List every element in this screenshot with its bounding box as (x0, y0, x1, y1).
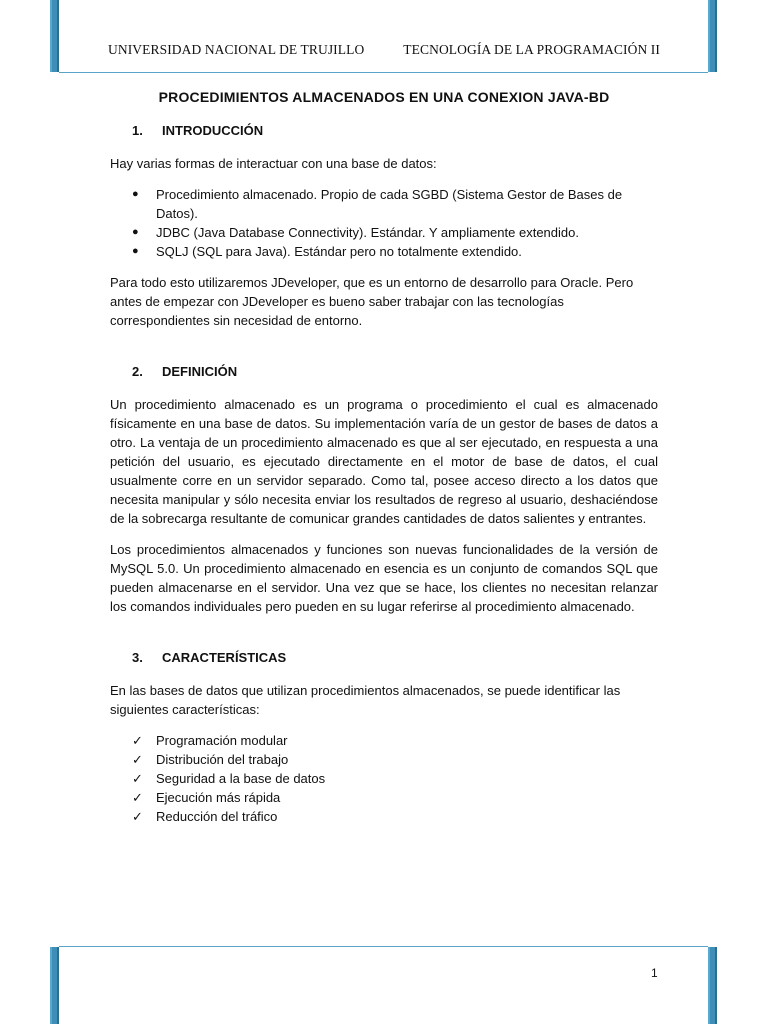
section-heading-caracteristicas (110, 648, 658, 667)
list-item-text: SQLJ (SQL para Java). Estándar pero no totalmente extendido. (156, 244, 522, 259)
section-number: 3. (132, 650, 143, 665)
list-item-text: Programación modular (156, 733, 288, 748)
checklist (110, 731, 658, 826)
checkmark-icon: ✓ (132, 771, 143, 786)
intro-closing-paragraph: Para todo esto utilizaremos JDeveloper, que es un entorno de desarrollo para Oracle. Pero antes de empezar con JDeveloper es bueno saber trabajar con las tecnologías correspondientes sin necesidad de entorno. (110, 275, 634, 328)
checkmark-icon: ✓ (132, 790, 143, 805)
bullet-dot-icon: ● (132, 188, 139, 200)
list-item-text: Distribución del trabajo (156, 752, 289, 767)
bullet-dot-icon: ● (132, 226, 139, 238)
footer-rule (59, 946, 708, 947)
list-item (110, 769, 658, 788)
section-heading-introduccion (110, 121, 658, 140)
list-item (110, 731, 658, 750)
definition-paragraph: Un procedimiento almacenado es un programa o procedimiento el cual es almacenado físicamente en una base de datos. Su implementación varía de un gestor de bases de datos a otro. La ventaja de un procedimiento almacenado es que al ser ejecutado, en respuesta a una petición del usuario, es ejecutado directamente en el motor de base de datos, el cual usualmente corre en un servidor separado. Como tal, posee acceso directo a los datos que necesita manipular y sólo necesita enviar los resultados de regreso al usuario, deshaciéndose de la sobrecarga resultante de comunicar grandes cantidades de datos salientes y entrantes. (110, 397, 658, 526)
right-bottom-accent-bar (708, 947, 717, 1024)
section-number: 2. (132, 364, 143, 379)
definition-paragraph: Los procedimientos almacenados y funciones son nuevas funcionalidades de la versión de MySQL 5.0. Un procedimiento almacenado en esencia es un conjunto de comandos SQL que pueden almacenarse en el servidor. Una vez que se hace, los clientes no necesitan relanzar los comandos individuales pero pueden en su lugar referirse al procedimiento almacenado. (110, 542, 658, 614)
checkmark-icon: ✓ (132, 809, 143, 824)
list-item-text: JDBC (Java Database Connectivity). Estándar. Y ampliamente extendido. (156, 225, 579, 240)
list-item (110, 223, 658, 242)
list-item (110, 185, 658, 223)
list-item-text: Reducción del tráfico (156, 809, 278, 824)
characteristics-intro: En las bases de datos que utilizan procedimientos almacenados, se puede identificar las siguientes características: (110, 683, 621, 717)
list-item (110, 788, 658, 807)
section-title: INTRODUCCIÓN (162, 123, 264, 138)
list-item (110, 807, 658, 826)
right-top-accent-bar (708, 0, 717, 72)
checkmark-icon: ✓ (132, 733, 143, 748)
header-university: UNIVERSIDAD NACIONAL DE TRUJILLO (108, 42, 365, 57)
section-number: 1. (132, 123, 143, 138)
header-course: TECNOLOGÍA DE LA PROGRAMACIÓN II (403, 42, 660, 57)
section-heading-definicion (110, 362, 658, 381)
document-title: PROCEDIMIENTOS ALMACENADOS EN UNA CONEXION JAVA-BD (158, 89, 610, 105)
section-title: DEFINICIÓN (162, 364, 238, 379)
section-title: CARACTERÍSTICAS (162, 650, 287, 665)
list-item-text: Procedimiento almacenado. Propio de cada SGBD (Sistema Gestor de Bases de Datos). (156, 187, 623, 221)
bullet-dot-icon: ● (132, 245, 139, 257)
checkmark-icon: ✓ (132, 752, 143, 767)
list-item (110, 750, 658, 769)
list-item-text: Ejecución más rápida (156, 790, 281, 805)
bullet-list (110, 185, 658, 261)
header-rule (59, 72, 708, 73)
page-number: 1 (651, 966, 658, 980)
document-body (110, 88, 658, 838)
left-top-accent-bar (50, 0, 59, 72)
page-header (108, 42, 660, 62)
list-item (110, 242, 658, 261)
left-bottom-accent-bar (50, 947, 59, 1024)
intro-paragraph: Hay varias formas de interactuar con una base de datos: (110, 156, 437, 171)
list-item-text: Seguridad a la base de datos (156, 771, 326, 786)
